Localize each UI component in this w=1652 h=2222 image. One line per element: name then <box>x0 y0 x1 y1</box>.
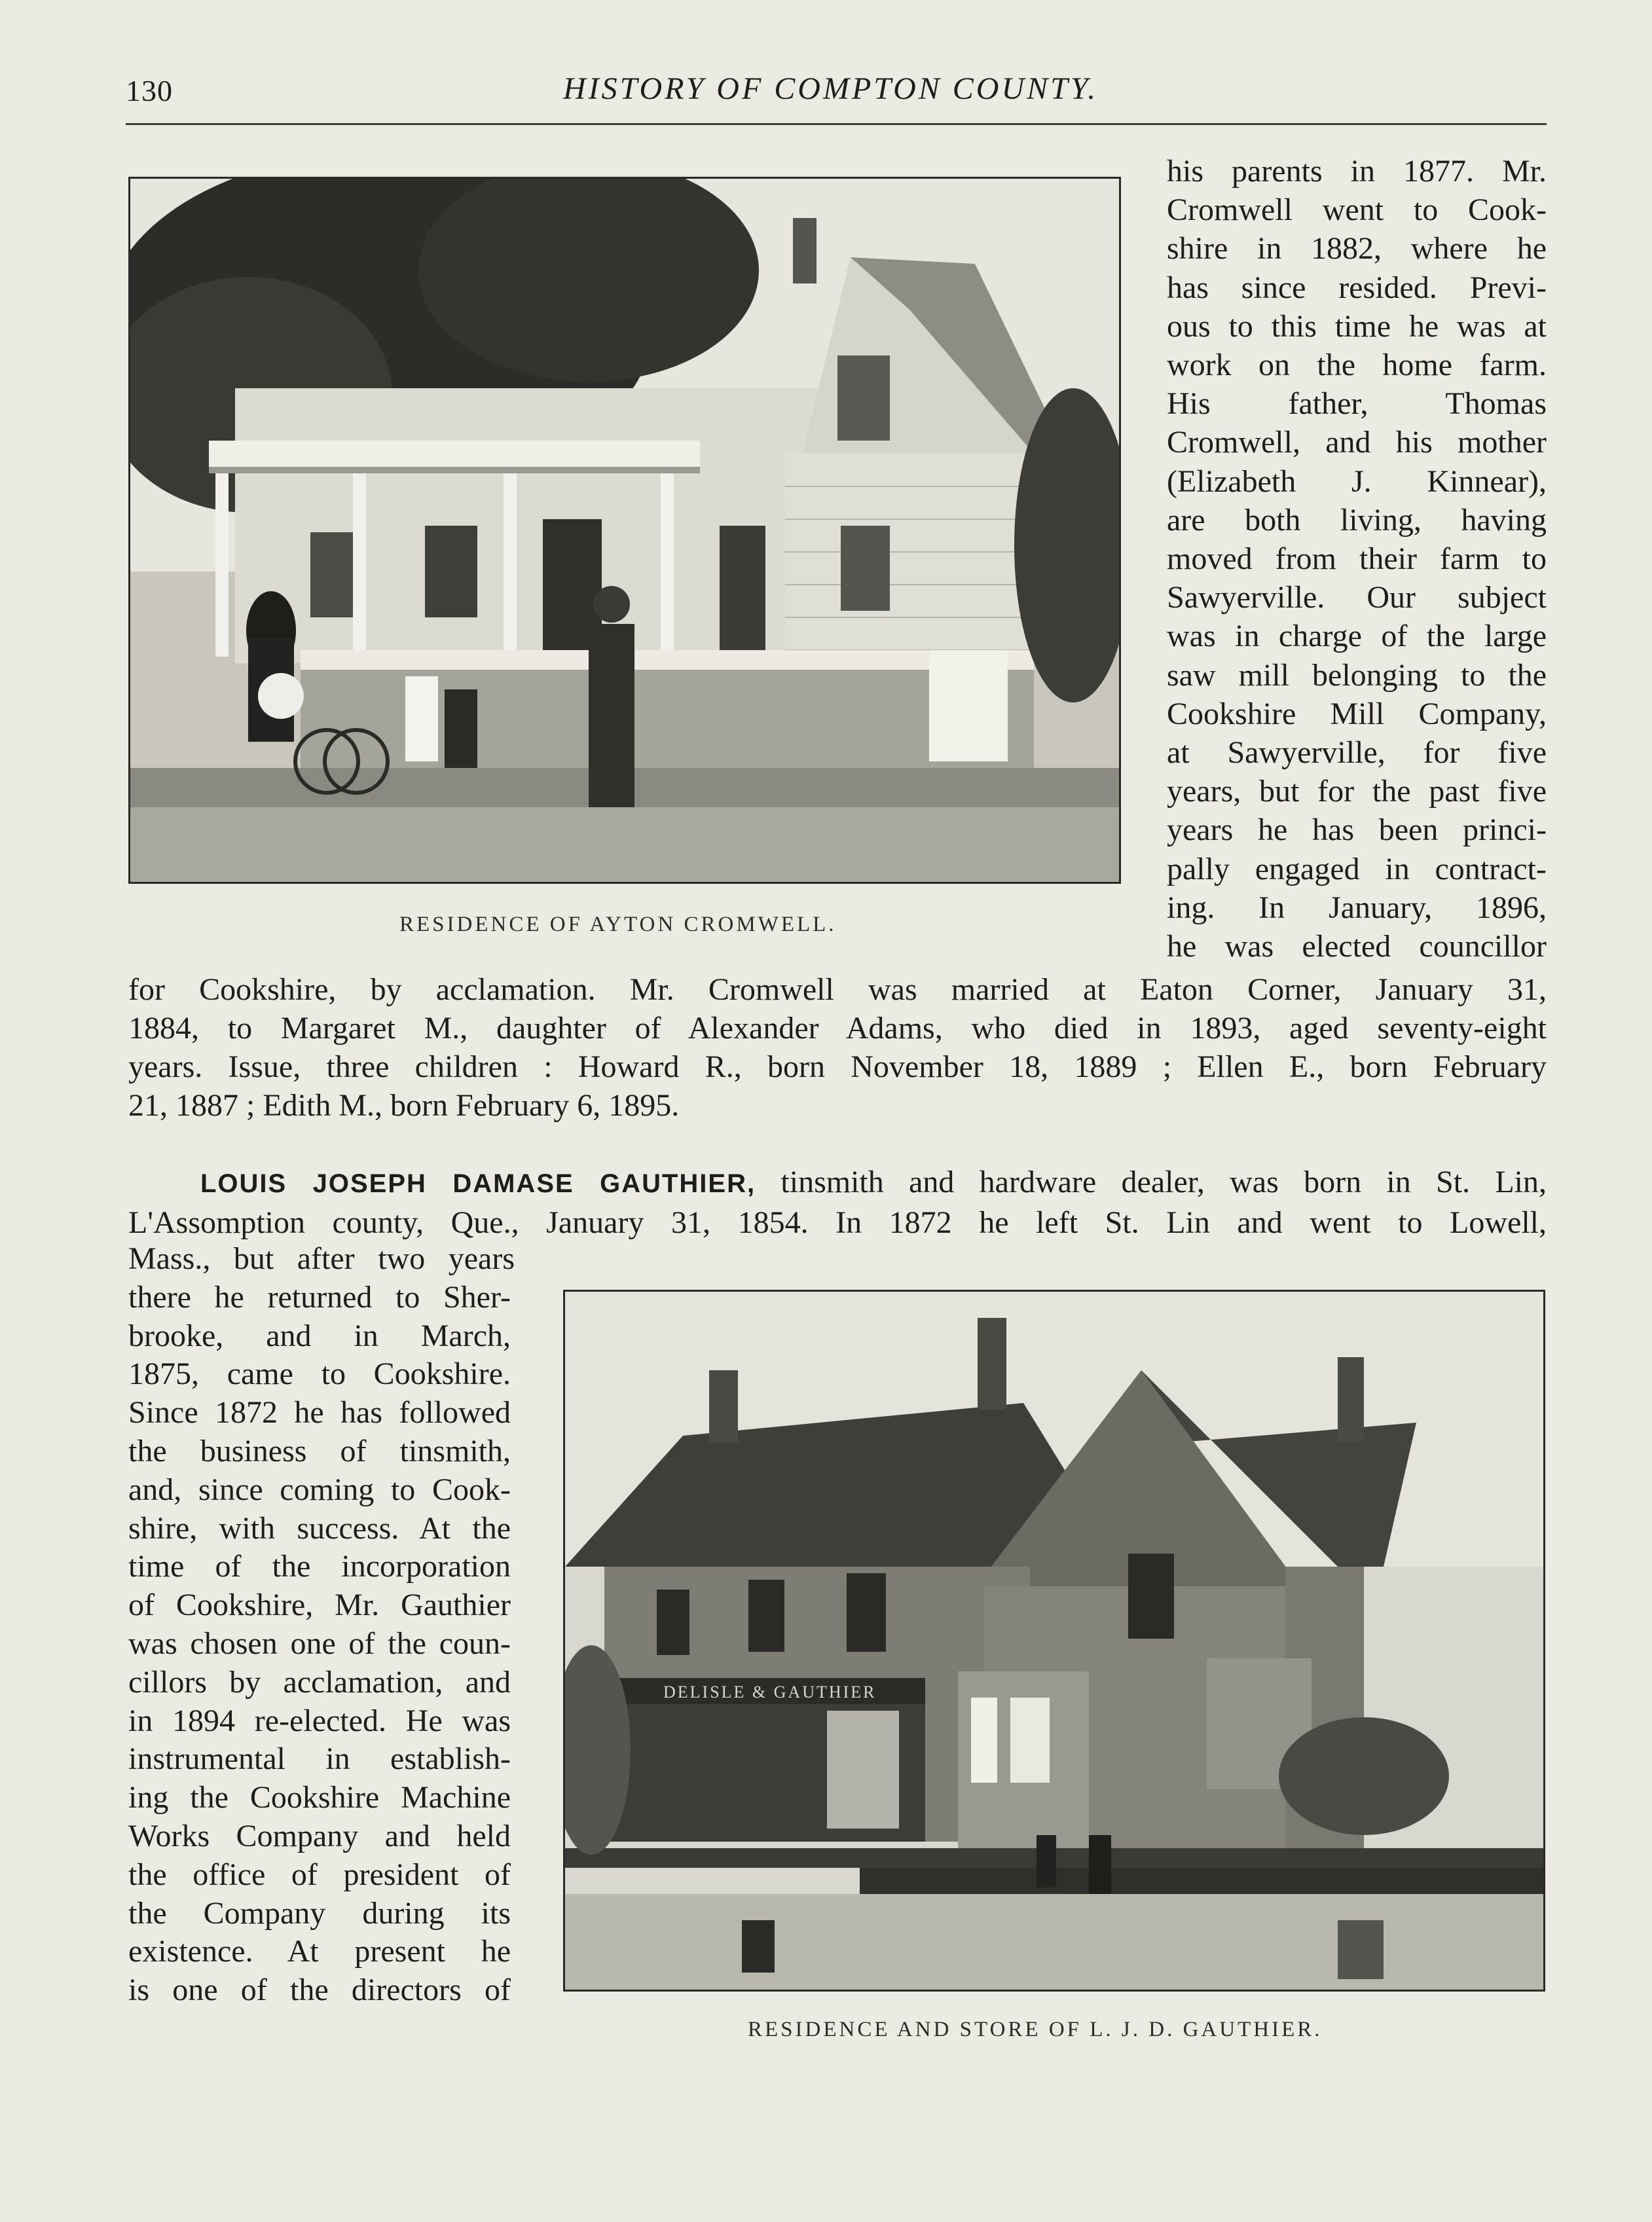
text-line: shire in 1882, where he <box>1167 231 1547 266</box>
text-line: of Cookshire, Mr. Gauthier <box>128 1588 511 1623</box>
text-span: tinsmith and hardware dealer, was born in St. Lin, <box>780 1165 1547 1199</box>
text-line: Since 1872 he has followed <box>128 1395 511 1430</box>
text-line: he was elected councillor <box>1167 929 1547 964</box>
subject-name: LOUIS JOSEPH DAMASE GAUTHIER, <box>200 1169 756 1198</box>
text-line: Works Company and held <box>128 1818 511 1853</box>
text-line: ous to this time he was at <box>1167 308 1547 344</box>
text-line: time of the incorporation <box>128 1549 511 1584</box>
gauthier-column-text <box>128 1240 515 2010</box>
text-line: has since resided. Previ- <box>1167 270 1547 305</box>
text-line: years he has been princi- <box>1167 812 1547 848</box>
text-line: there he returned to Sher- <box>128 1279 511 1315</box>
text-line: Cookshire Mill Company, <box>1167 696 1547 731</box>
text-line: 1884, to Margaret M., daughter of Alexander Adams, who died in 1893, aged seventy-eight <box>128 1011 1547 1046</box>
text-line: brooke, and in March, <box>128 1318 511 1353</box>
running-title: HISTORY OF COMPTON COUNTY. <box>563 71 1099 106</box>
text-line: the business of tinsmith, <box>128 1433 511 1468</box>
text-line: 21, 1887 ; Edith M., born February 6, 1895. <box>128 1088 680 1123</box>
text-line: in 1894 re-elected. He was <box>128 1703 511 1738</box>
text-line: cillors by acclamation, and <box>128 1664 511 1700</box>
text-line: years, but for the past five <box>1167 774 1547 809</box>
gauthier-residence-photo <box>563 1290 1545 1992</box>
text-line: Cromwell went to Cook- <box>1167 192 1547 228</box>
text-line: is one of the directors of <box>128 1973 511 2008</box>
text-line: Sawyerville. Our subject <box>1167 580 1547 615</box>
text-line: Mass., but after two years <box>128 1241 515 1276</box>
text-line: moved from their farm to <box>1167 541 1547 577</box>
text-line: L'Assomption county, Que., January 31, 1854. In 1872 he left St. Lin and went to Lowell, <box>128 1205 1547 1240</box>
text-line: the Company during its <box>128 1895 511 1931</box>
text-line: saw mill belonging to the <box>1167 657 1547 693</box>
text-line: was in charge of the large <box>1167 619 1547 654</box>
gauthier-intro <box>128 1163 1547 1242</box>
text-line: instrumental in establish- <box>128 1741 511 1777</box>
header-rule <box>126 123 1547 125</box>
cromwell-full-text <box>128 970 1547 1125</box>
text-line: Cromwell, and his mother <box>1167 425 1547 460</box>
store-sign-text: DELISLE & GAUTHIER <box>663 1683 877 1702</box>
text-line: the office of president of <box>128 1857 511 1892</box>
text-line: (Elizabeth J. Kinnear), <box>1167 464 1547 499</box>
text-line: and, since coming to Cook- <box>128 1472 511 1507</box>
text-line: for Cookshire, by acclamation. Mr. Cromwell was married at Eaton Corner, January 31, <box>128 972 1547 1007</box>
text-line: ing the Cookshire Machine <box>128 1780 511 1815</box>
gauthier-photo-caption: RESIDENCE AND STORE OF L. J. D. GAUTHIER. <box>748 2018 1323 2041</box>
text-line: was chosen one of the coun- <box>128 1626 511 1661</box>
text-line: His father, Thomas <box>1167 386 1547 422</box>
text-line: shire, with success. At the <box>128 1510 511 1546</box>
cromwell-column-text <box>1167 152 1547 966</box>
text-line: ing. In January, 1896, <box>1167 890 1547 925</box>
text-line: at Sawyerville, for five <box>1167 735 1547 771</box>
text-line: pally engaged in contract- <box>1167 851 1547 886</box>
text-line: are both living, having <box>1167 502 1547 537</box>
text-line: his parents in 1877. Mr. <box>1167 154 1547 189</box>
text-line <box>128 1163 1547 1203</box>
text-line: work on the home farm. <box>1167 348 1547 383</box>
cromwell-residence-photo <box>128 177 1121 884</box>
text-line: years. Issue, three children : Howard R., born November 18, 1889 ; Ellen E., born February <box>128 1049 1547 1084</box>
text-line: existence. At present he <box>128 1934 511 1969</box>
text-line: 1875, came to Cookshire. <box>128 1357 511 1392</box>
cromwell-photo-caption: RESIDENCE OF AYTON CROMWELL. <box>399 913 837 936</box>
page-number: 130 <box>126 74 173 107</box>
